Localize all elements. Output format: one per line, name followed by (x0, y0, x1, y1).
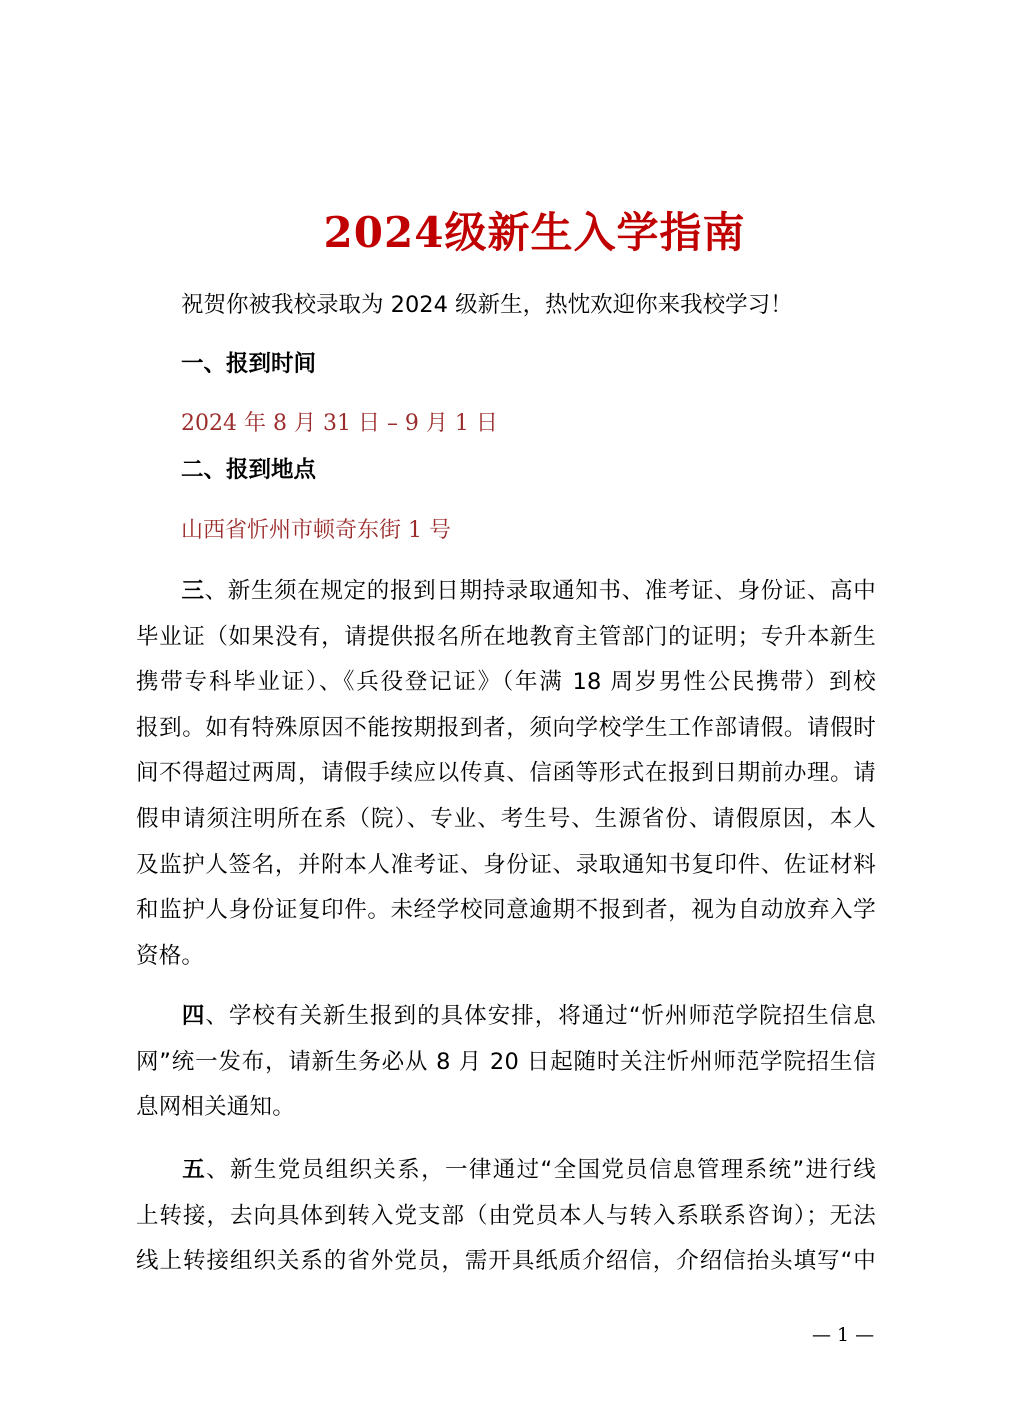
paragraph-line: 网”统一发布，请新生务必从 8 月 20 日起随时关注忻州师范学院招生信 (136, 1048, 876, 1075)
registration-date: 2024 年 8 月 31 日 – 9 月 1 日 (181, 411, 498, 436)
page-number: — 1 — (812, 1324, 875, 1346)
section-number: 四 (181, 1003, 206, 1029)
paragraph-line: 线上转接组织关系的省外党员，需开具纸质介绍信，介绍信抬头填写“中 (136, 1248, 876, 1275)
section-heading-registration-time: 一、报到时间 (181, 351, 317, 377)
paragraph-line: 间不得超过两周，请假手续应以传真、信函等形式在报到日期前办理。请 (136, 760, 876, 787)
paragraph-line: 假申请须注明所在系（院）、专业、考生号、生源省份、请假原因，本人 (136, 805, 876, 832)
paragraph-line: 息网相关通知。 (136, 1094, 295, 1121)
document-title: 2024级新生入学指南 (323, 208, 746, 257)
paragraph-line: 五、新生党员组织关系，一律通过“全国党员信息管理系统”进行线 (181, 1157, 877, 1183)
paragraph-line: 报到。如有特殊原因不能按期报到者，须向学校学生工作部请假。请假时 (136, 714, 876, 741)
section-number: 三 (181, 578, 205, 604)
paragraph-section-4 (136, 994, 876, 1131)
paragraph-line: 三、新生须在规定的报到日期持录取通知书、准考证、身份证、高中 (181, 578, 876, 604)
paragraph-line: 及监护人签名，并附本人准考证、身份证、录取通知书复印件、佐证材料 (136, 851, 876, 878)
paragraph-section-5 (136, 1148, 876, 1285)
paragraph-line: 和监护人身份证复印件。未经学校同意逾期不报到者，视为自动放弃入学 (136, 897, 876, 924)
section-heading-registration-location: 二、报到地点 (181, 457, 317, 483)
paragraph-section-3 (136, 569, 876, 979)
greeting-text: 祝贺你被我校录取为 2024 级新生，热忱欢迎你来我校学习！ (181, 292, 793, 318)
paragraph-line: 上转接，去向具体到转入党支部（由党员本人与转入系联系咨询）；无法 (136, 1202, 876, 1229)
section-number: 五 (181, 1157, 207, 1183)
paragraph-line: 毕业证（如果没有，请提供报名所在地教育主管部门的证明；专升本新生 (136, 623, 876, 650)
registration-address: 山西省忻州市顿奇东街 1 号 (181, 518, 451, 543)
paragraph-line: 携带专科毕业证）、《兵役登记证》（年满 18 周岁男性公民携带）到校 (136, 669, 876, 696)
paragraph-line: 资格。 (136, 942, 205, 969)
paragraph-line: 四、学校有关新生报到的具体安排，将通过“忻州师范学院招生信息 (181, 1003, 876, 1029)
